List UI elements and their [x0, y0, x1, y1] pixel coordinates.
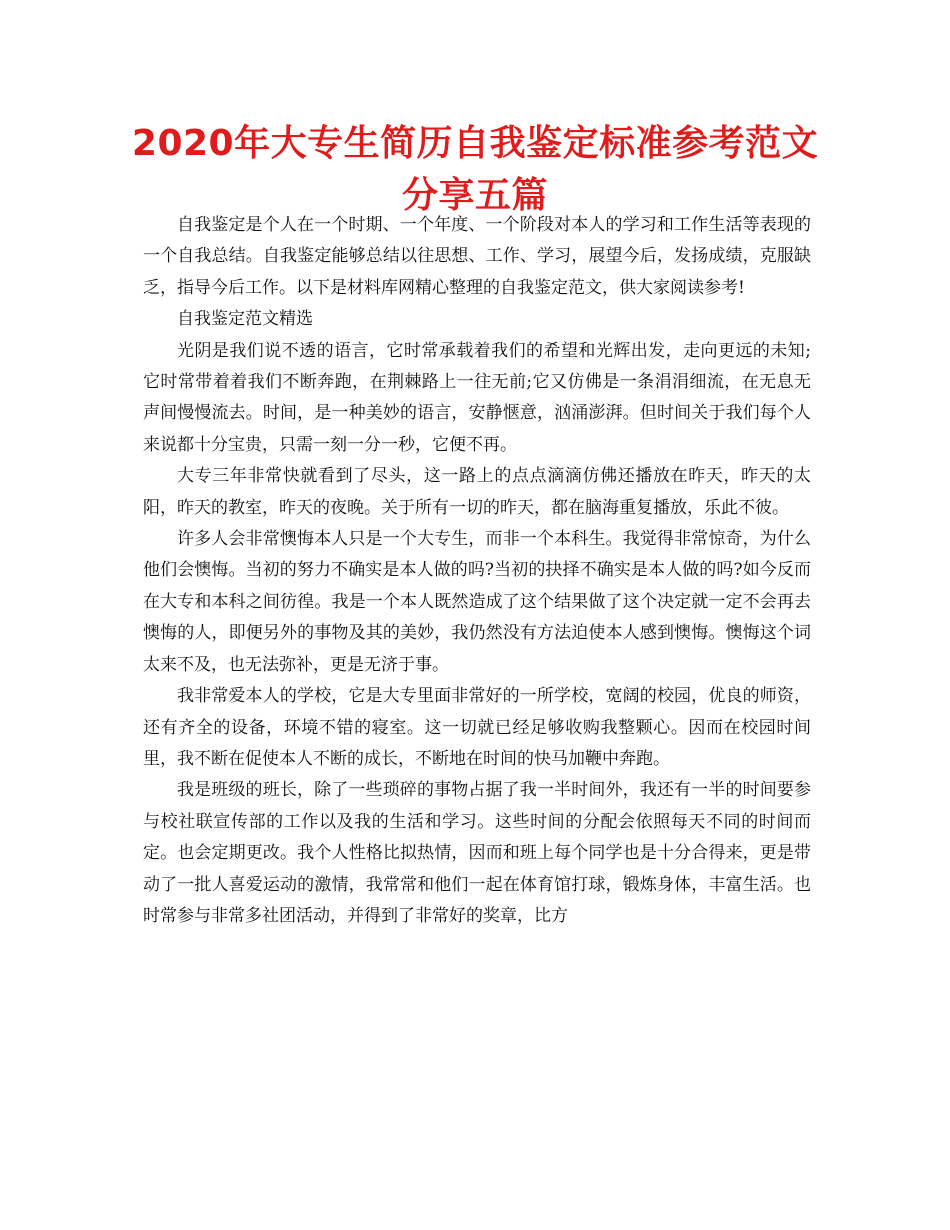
body-paragraph: 我非常爱本人的学校，它是大专里面非常好的一所学校，宽阔的校园，优良的师资，还有齐全的设备，环境不错的寝室。这一切就已经足够收购我整颗心。因而在校园时间里，我不断在促使本人不断的成长，不断地在时间的快马加鞭中奔跑。	[143, 686, 811, 769]
intro-paragraph: 自我鉴定是个人在一个时期、一个年度、一个阶段对本人的学习和工作生活等表现的一个自我总结。自我鉴定能够总结以往思想、工作、学习，展望今后，发扬成绩，克服缺乏，指导今后工作。以下是材料库网精心整理的自我鉴定范文，供大家阅读参考!	[143, 215, 811, 298]
body-paragraph: 我是班级的班长，除了一些琐碎的事物占据了我一半时间外，我还有一半的时间要参与校社联宣传部的工作以及我的生活和学习。这些时间的分配会依照每天不同的时间而定。也会定期更改。我个人性格比拟热情，因而和班上每个同学也是十分合得来，更是带动了一批人喜爱运动的激情，我常常和他们一起在体育馆打球，锻炼身体，丰富生活。也时常参与非常多社团活动，并得到了非常好的奖章，比方	[143, 780, 811, 926]
document-body	[143, 210, 811, 932]
body-paragraph: 光阴是我们说不透的语言，它时常承载着我们的希望和光辉出发，走向更远的未知;它时常带着着我们不断奔跑，在荆棘路上一往无前;它又仿佛是一条涓涓细流，在无息无声间慢慢流去。时间，是一种美妙的语言，安静惬意，汹涌澎湃。但时间关于我们每个人来说都十分宝贵，只需一刻一分一秒，它便不再。	[143, 340, 811, 455]
document-title: 2020年大专生简历自我鉴定标准参考范文分享五篇	[131, 123, 819, 216]
body-paragraph: 许多人会非常懊悔本人只是一个大专生，而非一个本科生。我觉得非常惊奇，为什么他们会懊悔。当初的努力不确实是本人做的吗?当初的抉择不确实是本人做的吗?如今反而在大专和本科之间彷徨。我是一个本人既然造成了这个结果做了这个决定就一定不会再去懊悔的人，即便另外的事物及其的美妙，我仍然没有方法迫使本人感到懊悔。懊悔这个词太来不及，也无法弥补，更是无济于事。	[143, 529, 811, 675]
body-paragraph: 大专三年非常快就看到了尽头，这一路上的点点滴滴仿佛还播放在昨天，昨天的太阳，昨天的教室，昨天的夜晚。关于所有一切的昨天，都在脑海重复播放，乐此不彼。	[143, 466, 811, 518]
section-heading: 自我鉴定范文精选	[177, 309, 313, 330]
